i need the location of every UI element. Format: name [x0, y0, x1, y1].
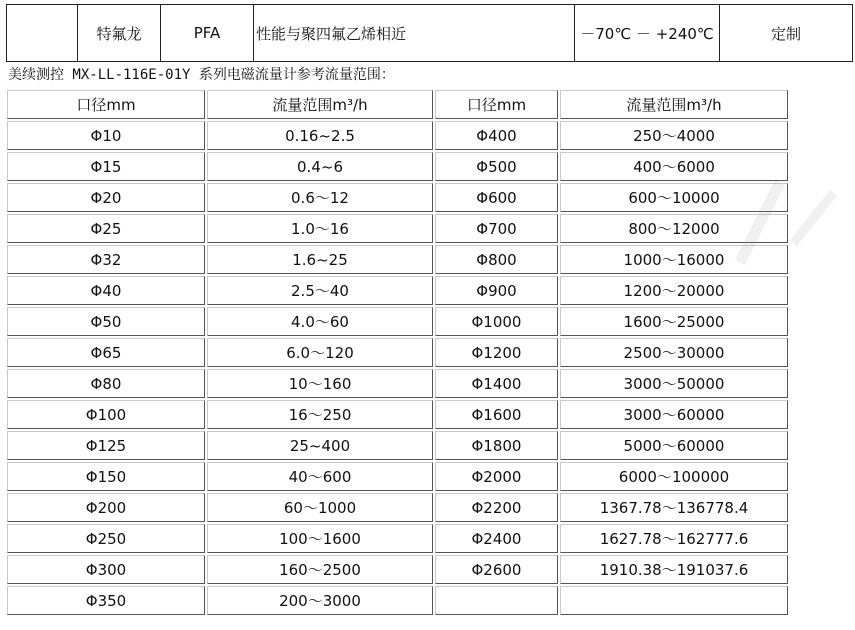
flow-range-right-cell: 5000～60000	[560, 431, 788, 460]
flow-range-right-cell: 1000～16000	[560, 245, 788, 274]
flow-range-left-cell: 2.5～40	[207, 276, 433, 305]
diameter-right-cell: Φ400	[435, 121, 558, 150]
availability-cell: 定制	[720, 5, 853, 62]
lining-material-cell: 特氟龙	[78, 5, 161, 62]
diameter-right-cell: Φ1200	[435, 338, 558, 367]
flow-range-right-cell: 1367.78～136778.4	[560, 493, 788, 522]
diameter-left-cell: Φ25	[7, 214, 205, 243]
table-row	[7, 245, 788, 274]
flow-range-left-cell: 60～1000	[207, 493, 433, 522]
header-flow-left: 流量范围m³/h	[207, 90, 433, 119]
table-row	[7, 400, 788, 429]
flow-range-left-cell: 0.6～12	[207, 183, 433, 212]
table-row	[7, 276, 788, 305]
diameter-left-cell: Φ40	[7, 276, 205, 305]
diameter-right-cell: Φ2400	[435, 524, 558, 553]
flow-range-body	[7, 121, 788, 615]
table-row	[7, 121, 788, 150]
flow-range-left-cell: 40～600	[207, 462, 433, 491]
flow-range-right-cell: 1910.38～191037.6	[560, 555, 788, 584]
flow-range-right-cell: 3000～50000	[560, 369, 788, 398]
table-row	[7, 338, 788, 367]
diameter-left-cell: Φ300	[7, 555, 205, 584]
flow-range-right-cell	[560, 586, 788, 615]
diameter-right-cell: Φ1600	[435, 400, 558, 429]
diameter-right-cell: Φ800	[435, 245, 558, 274]
temperature-range-cell: －70℃ － +240℃	[575, 5, 720, 62]
flow-range-left-cell: 100～1600	[207, 524, 433, 553]
table-row	[7, 214, 788, 243]
flow-range-left-cell: 16～250	[207, 400, 433, 429]
diameter-right-cell: Φ1400	[435, 369, 558, 398]
flow-range-left-cell: 4.0～60	[207, 307, 433, 336]
blank-cell	[7, 5, 78, 62]
header-flow-right: 流量范围m³/h	[560, 90, 788, 119]
flow-range-right-cell: 3000～60000	[560, 400, 788, 429]
table-row	[7, 524, 788, 553]
diameter-left-cell: Φ20	[7, 183, 205, 212]
flow-range-left-cell: 200～3000	[207, 586, 433, 615]
diameter-left-cell: Φ200	[7, 493, 205, 522]
flow-range-right-cell: 250～4000	[560, 121, 788, 150]
table-row	[7, 369, 788, 398]
diameter-right-cell: Φ1000	[435, 307, 558, 336]
flow-range-left-cell: 10～160	[207, 369, 433, 398]
flow-range-right-cell: 6000～100000	[560, 462, 788, 491]
diameter-right-cell: Φ500	[435, 152, 558, 181]
diameter-right-cell: Φ2000	[435, 462, 558, 491]
diameter-left-cell: Φ350	[7, 586, 205, 615]
flow-range-right-cell: 1600～25000	[560, 307, 788, 336]
flow-range-right-cell: 400～6000	[560, 152, 788, 181]
diameter-left-cell: Φ100	[7, 400, 205, 429]
diameter-left-cell: Φ80	[7, 369, 205, 398]
table-header-row	[7, 90, 788, 119]
diameter-left-cell: Φ15	[7, 152, 205, 181]
diameter-right-cell: Φ700	[435, 214, 558, 243]
diameter-right-cell: Φ1800	[435, 431, 558, 460]
flow-range-right-cell: 600～10000	[560, 183, 788, 212]
table-row	[7, 307, 788, 336]
flow-range-left-cell: 1.6~25	[207, 245, 433, 274]
header-diameter-right: 口径mm	[435, 90, 558, 119]
diameter-right-cell: Φ600	[435, 183, 558, 212]
flow-range-left-cell: 0.4~6	[207, 152, 433, 181]
flow-range-left-cell: 6.0～120	[207, 338, 433, 367]
diameter-right-cell	[435, 586, 558, 615]
diameter-left-cell: Φ50	[7, 307, 205, 336]
table-row	[7, 183, 788, 212]
table-row	[7, 493, 788, 522]
diameter-left-cell: Φ250	[7, 524, 205, 553]
flow-range-left-cell: 0.16~2.5	[207, 121, 433, 150]
table-row	[7, 431, 788, 460]
flow-range-table	[5, 88, 790, 617]
stamp-watermark-icon	[715, 150, 845, 280]
diameter-right-cell: Φ900	[435, 276, 558, 305]
diameter-left-cell: Φ150	[7, 462, 205, 491]
material-row	[7, 5, 853, 62]
header-diameter-left: 口径mm	[7, 90, 205, 119]
table-row	[7, 152, 788, 181]
flow-range-intro: 美续测控 MX-LL-116E-01Y 系列电磁流量计参考流量范围：	[8, 67, 395, 83]
table-row	[7, 555, 788, 584]
table-row	[7, 462, 788, 491]
table-row	[7, 586, 788, 615]
flow-range-right-cell: 1200～20000	[560, 276, 788, 305]
material-spec-row	[6, 4, 853, 62]
diameter-right-cell: Φ2200	[435, 493, 558, 522]
flow-range-left-cell: 160～2500	[207, 555, 433, 584]
diameter-right-cell: Φ2600	[435, 555, 558, 584]
flow-range-right-cell: 1627.78～162777.6	[560, 524, 788, 553]
flow-range-right-cell: 2500～30000	[560, 338, 788, 367]
diameter-left-cell: Φ65	[7, 338, 205, 367]
diameter-left-cell: Φ10	[7, 121, 205, 150]
flow-range-left-cell: 1.0～16	[207, 214, 433, 243]
diameter-left-cell: Φ32	[7, 245, 205, 274]
performance-cell: 性能与聚四氟乙烯相近	[254, 5, 575, 62]
flow-range-right-cell: 800～12000	[560, 214, 788, 243]
flow-range-left-cell: 25~400	[207, 431, 433, 460]
material-code-cell: PFA	[161, 5, 254, 62]
diameter-left-cell: Φ125	[7, 431, 205, 460]
